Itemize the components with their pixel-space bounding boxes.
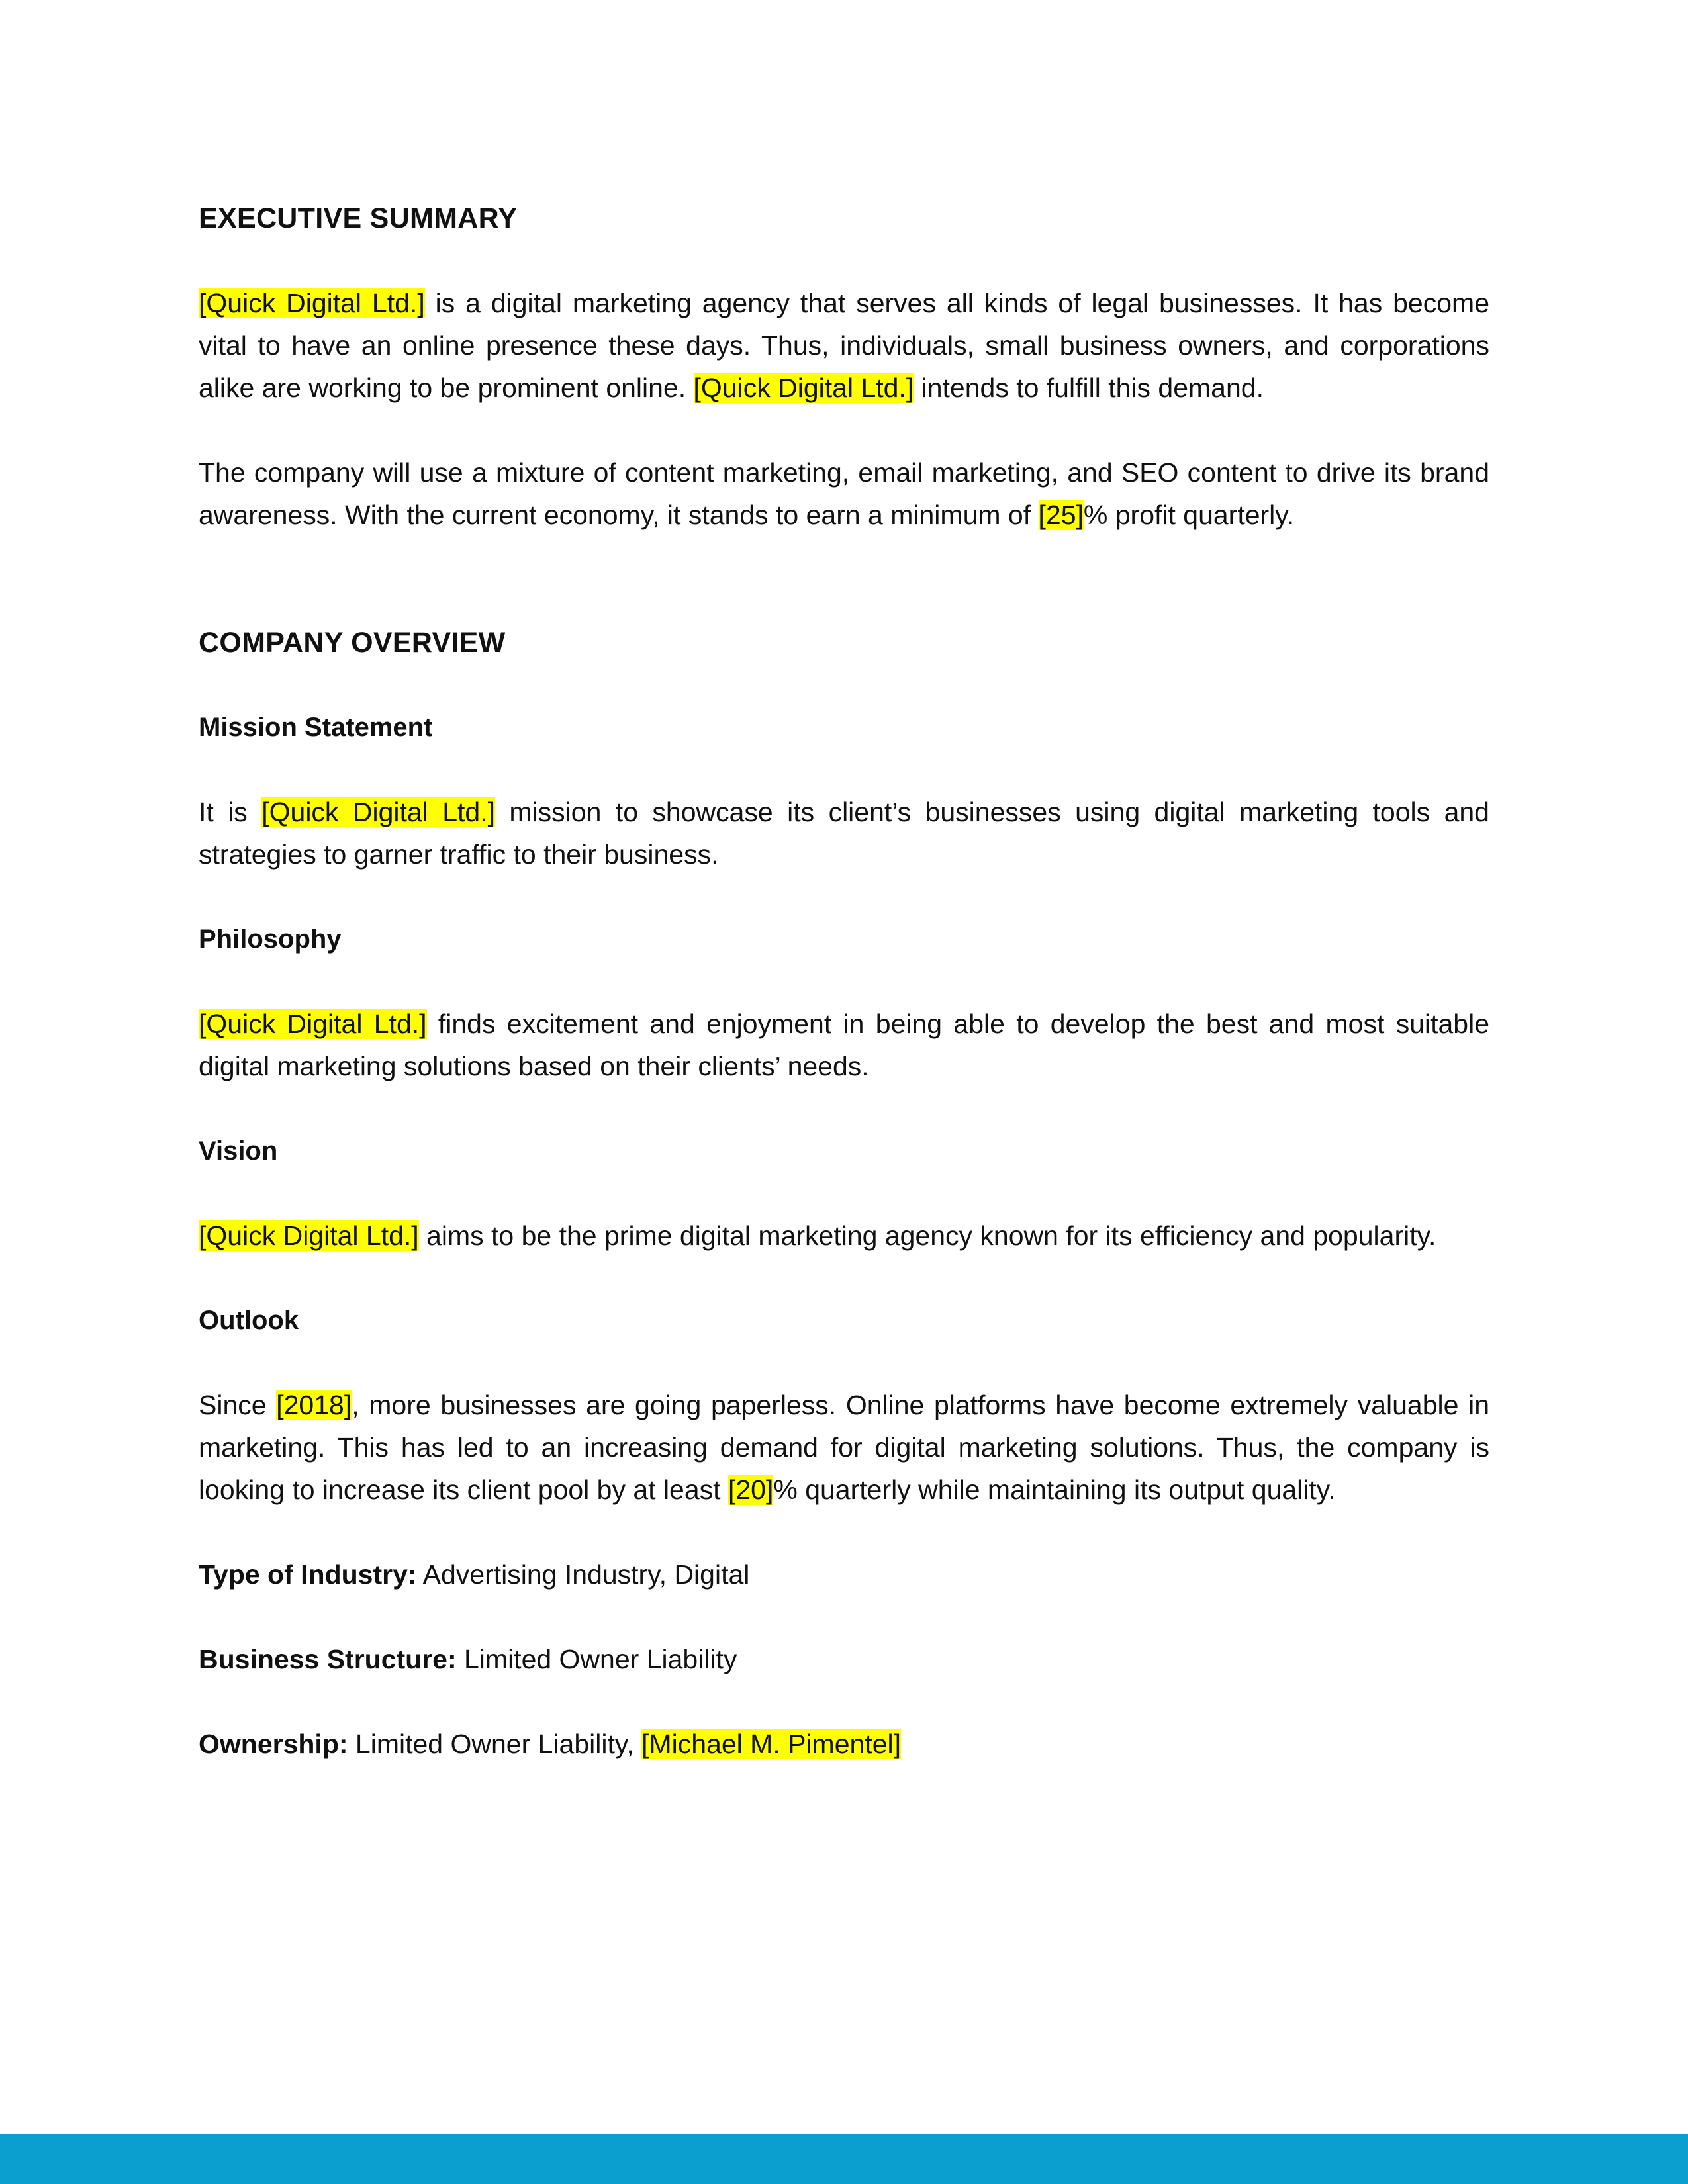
paragraph-text: intends to fulfill this demand.: [914, 373, 1264, 403]
company-overview-heading: COMPANY OVERVIEW: [199, 627, 506, 659]
vision-heading: Vision: [199, 1136, 278, 1165]
paragraph-text: mission to showcase its client’s businesses using digital marketing tools and strategies to garner traffic to their business.: [199, 797, 1489, 870]
executive-summary-paragraph-2: [199, 451, 1489, 536]
ownership-value: Limited Owner Liability,: [348, 1729, 642, 1759]
paragraph-text: , more businesses are going paperless. Online platforms have become extremely valuable in marketing. This has led to an increasing demand for digital marketing solutions. Thus, the company is looking to increase its client pool by at least: [199, 1390, 1489, 1505]
ownership-line: [199, 1723, 1489, 1765]
mission-statement-paragraph: [199, 791, 1489, 876]
executive-summary-paragraph-1: [199, 282, 1489, 409]
profit-percent-placeholder[interactable]: [25]: [1038, 500, 1084, 530]
paragraph-text: is a digital marketing agency that serves all kinds of legal businesses. It has become vital to have an online presence these days. Thus, individuals, small business owners, and corporations alike are working to be prominent online.: [199, 288, 1489, 403]
vision-paragraph: [199, 1214, 1489, 1257]
company-name-placeholder[interactable]: [Quick Digital Ltd.]: [199, 1009, 427, 1039]
growth-percent-placeholder[interactable]: [20]: [727, 1475, 774, 1505]
document-page: [199, 197, 1489, 1765]
paragraph-text: It is: [199, 797, 262, 827]
footer-color-bar: [0, 2134, 1688, 2184]
owner-name-placeholder[interactable]: [Michael M. Pimentel]: [641, 1729, 902, 1759]
paragraph-text: % profit quarterly.: [1083, 500, 1295, 530]
industry-value: Advertising Industry, Digital: [416, 1559, 750, 1590]
philosophy-heading: Philosophy: [199, 925, 342, 954]
industry-line: [199, 1553, 1489, 1596]
structure-label: Business Structure:: [199, 1644, 457, 1674]
year-placeholder[interactable]: [2018]: [276, 1390, 352, 1420]
paragraph-text: aims to be the prime digital marketing agency known for its efficiency and popularity.: [418, 1220, 1436, 1251]
ownership-label: Ownership:: [199, 1729, 348, 1759]
company-name-placeholder[interactable]: [Quick Digital Ltd.]: [199, 288, 425, 318]
outlook-paragraph: [199, 1384, 1489, 1511]
outlook-heading: Outlook: [199, 1306, 299, 1335]
structure-value: Limited Owner Liability: [456, 1644, 737, 1674]
paragraph-text: The company will use a mixture of content marketing, email marketing, and SEO content to drive its brand awareness. With the current economy, it stands to earn a minimum of: [199, 457, 1489, 530]
mission-statement-heading: Mission Statement: [199, 713, 433, 742]
paragraph-text: finds excitement and enjoyment in being able to develop the best and most suitable digital marketing solutions based on their clients’ needs.: [199, 1009, 1490, 1081]
industry-label: Type of Industry:: [199, 1559, 417, 1590]
company-name-placeholder[interactable]: [Quick Digital Ltd.]: [261, 797, 495, 827]
company-name-placeholder[interactable]: [Quick Digital Ltd.]: [199, 1220, 419, 1251]
paragraph-text: % quarterly while maintaining its output quality.: [773, 1475, 1336, 1505]
company-name-placeholder[interactable]: [Quick Digital Ltd.]: [693, 373, 914, 403]
executive-summary-heading: EXECUTIVE SUMMARY: [199, 203, 518, 234]
structure-line: [199, 1638, 1489, 1680]
philosophy-paragraph: [199, 1003, 1489, 1087]
paragraph-text: Since: [199, 1390, 277, 1420]
